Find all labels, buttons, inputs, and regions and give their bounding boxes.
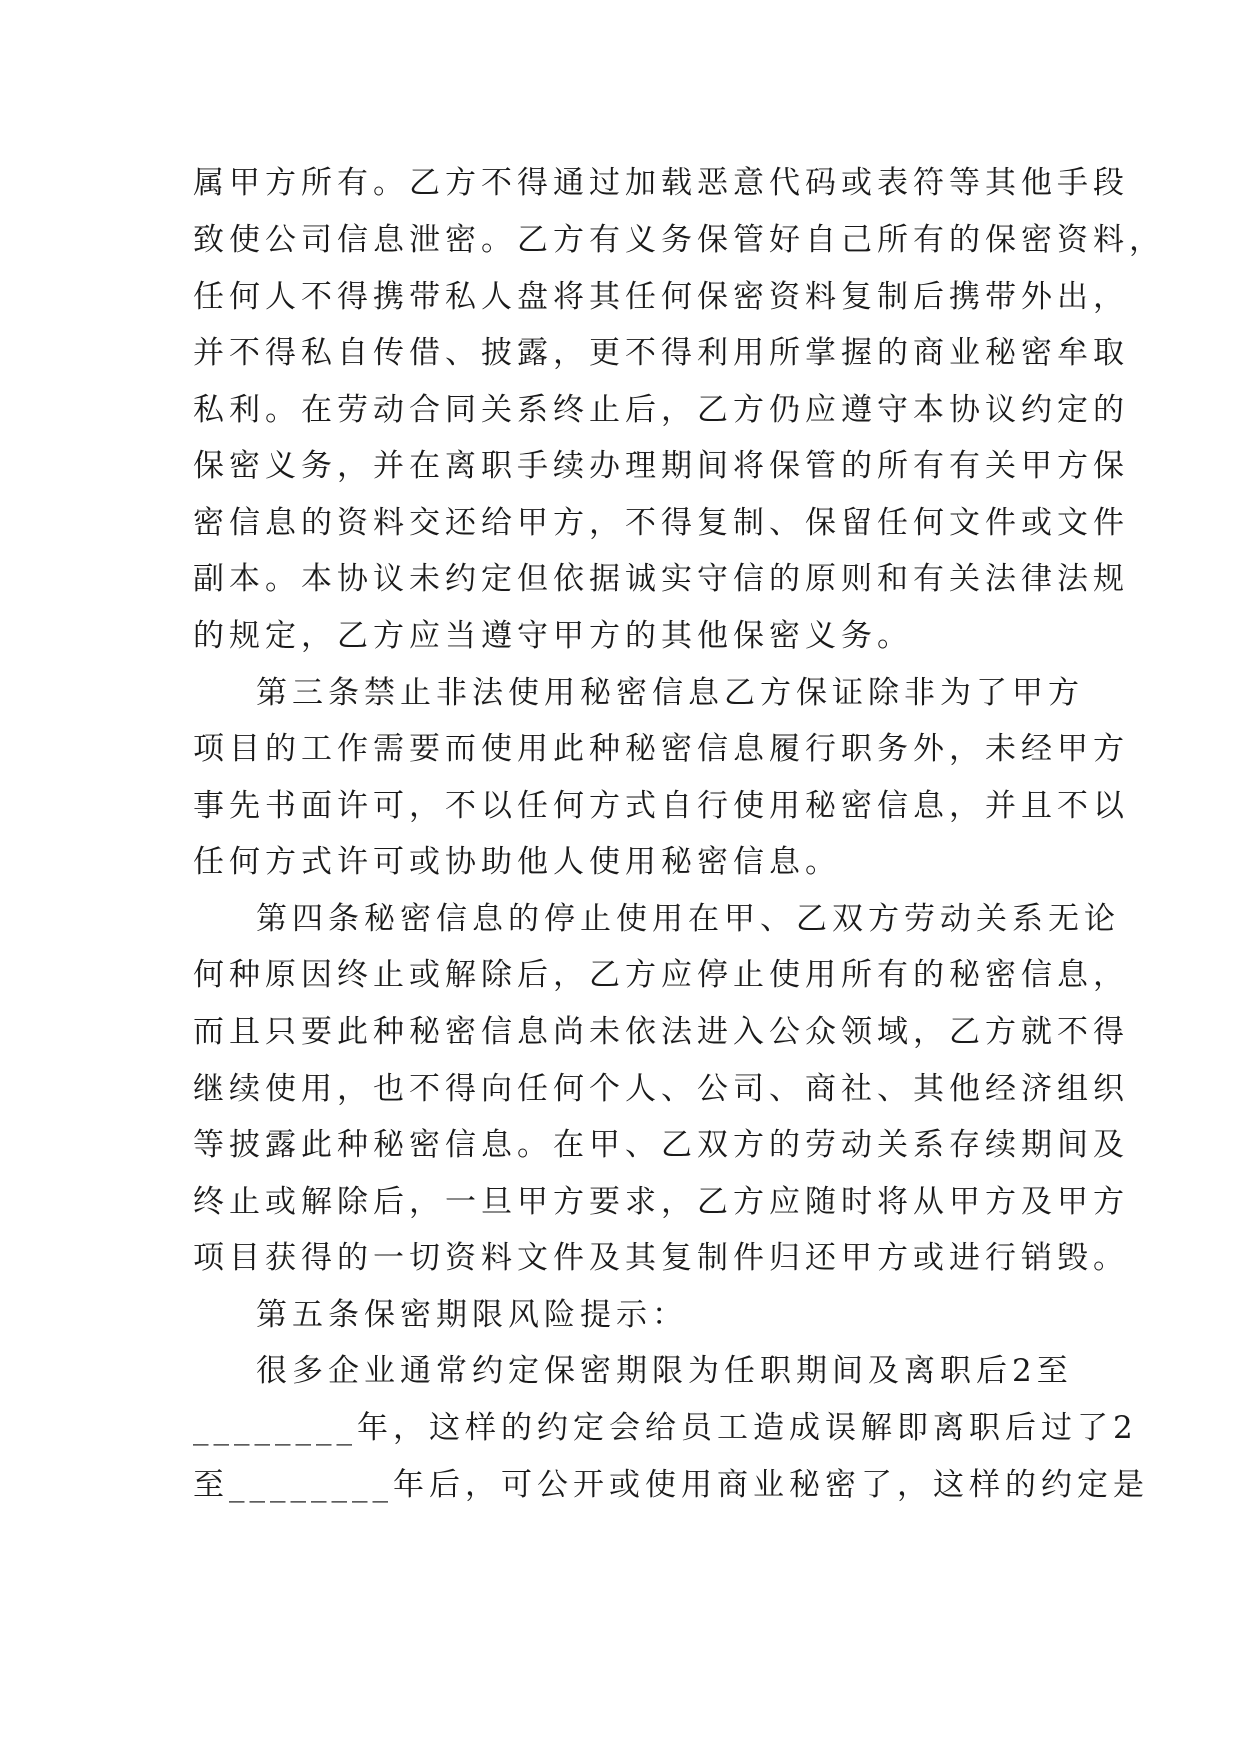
text-line: 私利。在劳动合同关系终止后，乙方仍应遵守本协议约定的 [193,392,1129,428]
text-line: 何种原因终止或解除后，乙方应停止使用所有的秘密信息， [193,957,1129,993]
text-line: 保密义务，并在离职手续办理期间将保管的所有有关甲方保 [193,448,1129,484]
text-line: 项目的工作需要而使用此种秘密信息履行职务外，未经甲方 [193,731,1129,767]
text-line: 项目获得的一切资料文件及其复制件归还甲方或进行销毁。 [193,1240,1129,1276]
article-5-heading: 第五条保密期限风险提示： [256,1297,688,1333]
article-3-heading: 第三条禁止非法使用秘密信息乙方保证除非为了甲方 [256,675,1084,711]
text-line: 属甲方所有。乙方不得通过加载恶意代码或表符等其他手段 [193,165,1129,201]
text-line: 事先书面许可，不以任何方式自行使用秘密信息，并且不以 [193,788,1129,824]
text-line: 并不得私自传借、披露，更不得利用所掌握的商业秘密牟取 [193,335,1129,371]
text-line: 至________年后，可公开或使用商业秘密了，这样的约定是 [193,1467,1149,1503]
text-line: 密信息的资料交还给甲方，不得复制、保留任何文件或文件 [193,505,1129,541]
text-line: 的规定，乙方应当遵守甲方的其他保密义务。 [193,618,913,654]
text-line: 终止或解除后，一旦甲方要求，乙方应随时将从甲方及甲方 [193,1184,1129,1220]
article-4-heading: 第四条秘密信息的停止使用在甲、乙双方劳动关系无论 [256,901,1120,937]
text-line: 继续使用，也不得向任何个人、公司、商社、其他经济组织 [193,1071,1129,1107]
text-line: 很多企业通常约定保密期限为任职期间及离职后2至 [256,1353,1073,1389]
text-line: ________年，这样的约定会给员工造成误解即离职后过了2 [193,1410,1138,1446]
text-line: 致使公司信息泄密。乙方有义务保管好自己所有的保密资料， [193,222,1165,258]
text-line: 任何方式许可或协助他人使用秘密信息。 [193,844,841,880]
text-line: 而且只要此种秘密信息尚未依法进入公众领域，乙方就不得 [193,1014,1129,1050]
text-line: 任何人不得携带私人盘将其任何保密资料复制后携带外出， [193,279,1129,315]
text-line: 等披露此种秘密信息。在甲、乙双方的劳动关系存续期间及 [193,1127,1129,1163]
text-line: 副本。本协议未约定但依据诚实守信的原则和有关法律法规 [193,561,1129,597]
